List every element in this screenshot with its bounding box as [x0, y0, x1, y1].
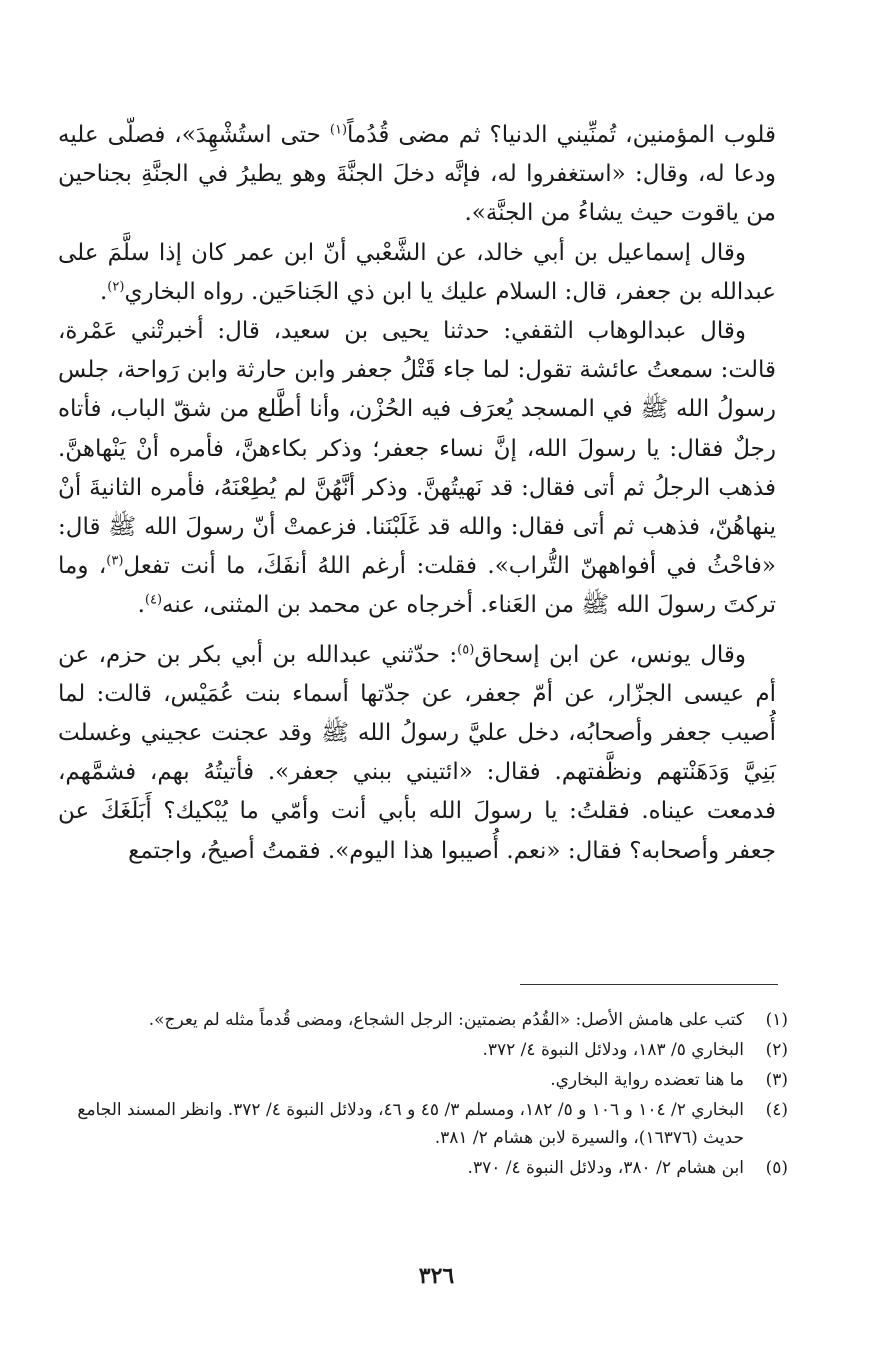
text-run: .	[137, 592, 145, 619]
footnote-text: البخاري ٥/ ١٨٣، ودلائل النبوة ٤/ ٣٧٢.	[482, 1040, 744, 1060]
footnote-5	[58, 1154, 788, 1182]
footnote-separator	[520, 984, 778, 985]
footnotes	[58, 1006, 788, 1184]
footnote-text: ما هنا تعضده رواية البخاري.	[550, 1070, 744, 1090]
main-text	[58, 116, 776, 871]
text-run: ، وما تركتَ رسولَ الله ﷺ من العَناء. أخرجاه عن محمد بن المثنى، عنه	[58, 553, 776, 619]
footnote-1	[58, 1006, 788, 1034]
page-number: ٣٢٦	[418, 1263, 455, 1289]
text-run: وقال عبدالوهاب الثقفي: حدثنا يحيى بن سعيد، قال: أخبرتْني عَمْرة، قالت: سمعتُ عائشة تقول: لما جاء قَتْلُ جعفر وابن حارثة وابن رَواحة، جلس رسولُ الله ﷺ في المسجد يُعرَف فيه الحُزْن، وأنا أطَّلع من شقّ الباب، فأتاه رجلٌ فقال: يا رسولَ الله، إنَّ نساء جعفر؛ وذكر بكاءهنَّ، فأمره أنْ يَنْهاهنَّ. فذهب الرجلُ ثم أتى فقال: قد نَهيتُهنَّ. وذكر أنَّهُنَّ لم يُطِعْنَهُ، فأمره الثانيةَ أنْ ينهاهُنّ، فذهب ثم أتى فقال: والله قد غَلَبْنَنا. فزعمتْ أنّ رسولَ الله ﷺ قال: «فاحْثُ في أفواههنّ التُّراب». فقلت: أرغم اللهُ أنفَكَ، ما أنت تفعل	[58, 318, 776, 580]
paragraph-2	[58, 234, 776, 312]
footnote-ref-5[interactable]: (٥)	[457, 641, 475, 657]
footnote-number: (٢)	[765, 1040, 788, 1060]
paragraph-3	[58, 312, 776, 626]
footnote-text: ابن هشام ٢/ ٣٨٠، ودلائل النبوة ٤/ ٣٧٠.	[467, 1158, 744, 1178]
text-run: .	[99, 278, 108, 305]
footnote-text: البخاري ٢/ ١٠٤ و ١٠٦ و ٥/ ١٨٢، ومسلم ٣/ ٤٥ و ٤٦، ودلائل النبوة ٤/ ٣٧٢. وانظر المسند الجامع حديث (١٦٣٧٦)، والسيرة لابن هشام ٢/ ٣٨١.	[77, 1100, 744, 1148]
footnote-text: كتب على هامش الأصل: «القُدُم بضمتين: الرجل الشجاع، ومضى قُدماً مثله لم يعرج».	[148, 1010, 744, 1030]
footnote-number: (٤)	[765, 1100, 788, 1120]
footnote-4	[58, 1096, 788, 1152]
footnote-ref-1[interactable]: (١)	[329, 122, 348, 138]
text-run: : حدّثني عبدالله بن أبي بكر بن حزم، عن أم عيسى الجزّار، عن أمّ جعفر، عن جدّتها أسماء بنت عُمَيْس، قالت: لما أُصيب جعفر وأصحابُه، دخل عليَّ رسولُ الله ﷺ وقد عجنت عجيني وغسلت بَنِيَّ وَدَهَنْتهم ونظَّفتهم. فقال: «ائتيني ببني جعفر». فأتيتُهُ بهم، فشمَّهم، فدمعت عيناه. فقلتُ: يا رسولَ الله بأبي أنت وأمّي ما يُبْكيك؟ أَبَلَغَكَ عن جعفر وأصحابه؟ فقال: «نعم. أُصيبوا هذا اليوم». فقمتُ أصيحُ، واجتمع	[58, 641, 776, 864]
paragraph-1	[58, 116, 776, 234]
footnote-number: (١)	[765, 1010, 788, 1030]
footnote-ref-4[interactable]: (٤)	[144, 592, 163, 608]
paragraph-4	[58, 636, 776, 871]
footnote-3	[58, 1066, 788, 1094]
footnote-number: (٣)	[765, 1070, 788, 1090]
text-run: وقال إسماعيل بن أبي خالد، عن الشَّعْبي أنّ ابن عمر كان إذا سلَّمَ على عبدالله بن جعفر، قال: السلام عليك يا ابن ذي الجَناحَين. رواه البخاري	[58, 239, 776, 305]
text-run: وقال يونس، عن ابن إسحاق	[474, 641, 747, 668]
footnote-2	[58, 1036, 788, 1064]
footnote-ref-3[interactable]: (٣)	[106, 553, 124, 569]
text-run: قلوب المؤمنين، تُمنِّيني الدنيا؟ ثم مضى قُدُماً	[347, 122, 776, 148]
footnote-ref-2[interactable]: (٢)	[107, 279, 125, 295]
footnote-number: (٥)	[765, 1158, 788, 1178]
text-run: حتى استُشْهِدَ»، فصلّى عليه ودعا له، وقال: «استغفروا له، فإنَّه دخلَ الجنَّةَ وهو يطيرُ في الجنَّةِ بجناحين من ياقوت حيث يشاءُ من الجنَّة».	[58, 122, 776, 227]
